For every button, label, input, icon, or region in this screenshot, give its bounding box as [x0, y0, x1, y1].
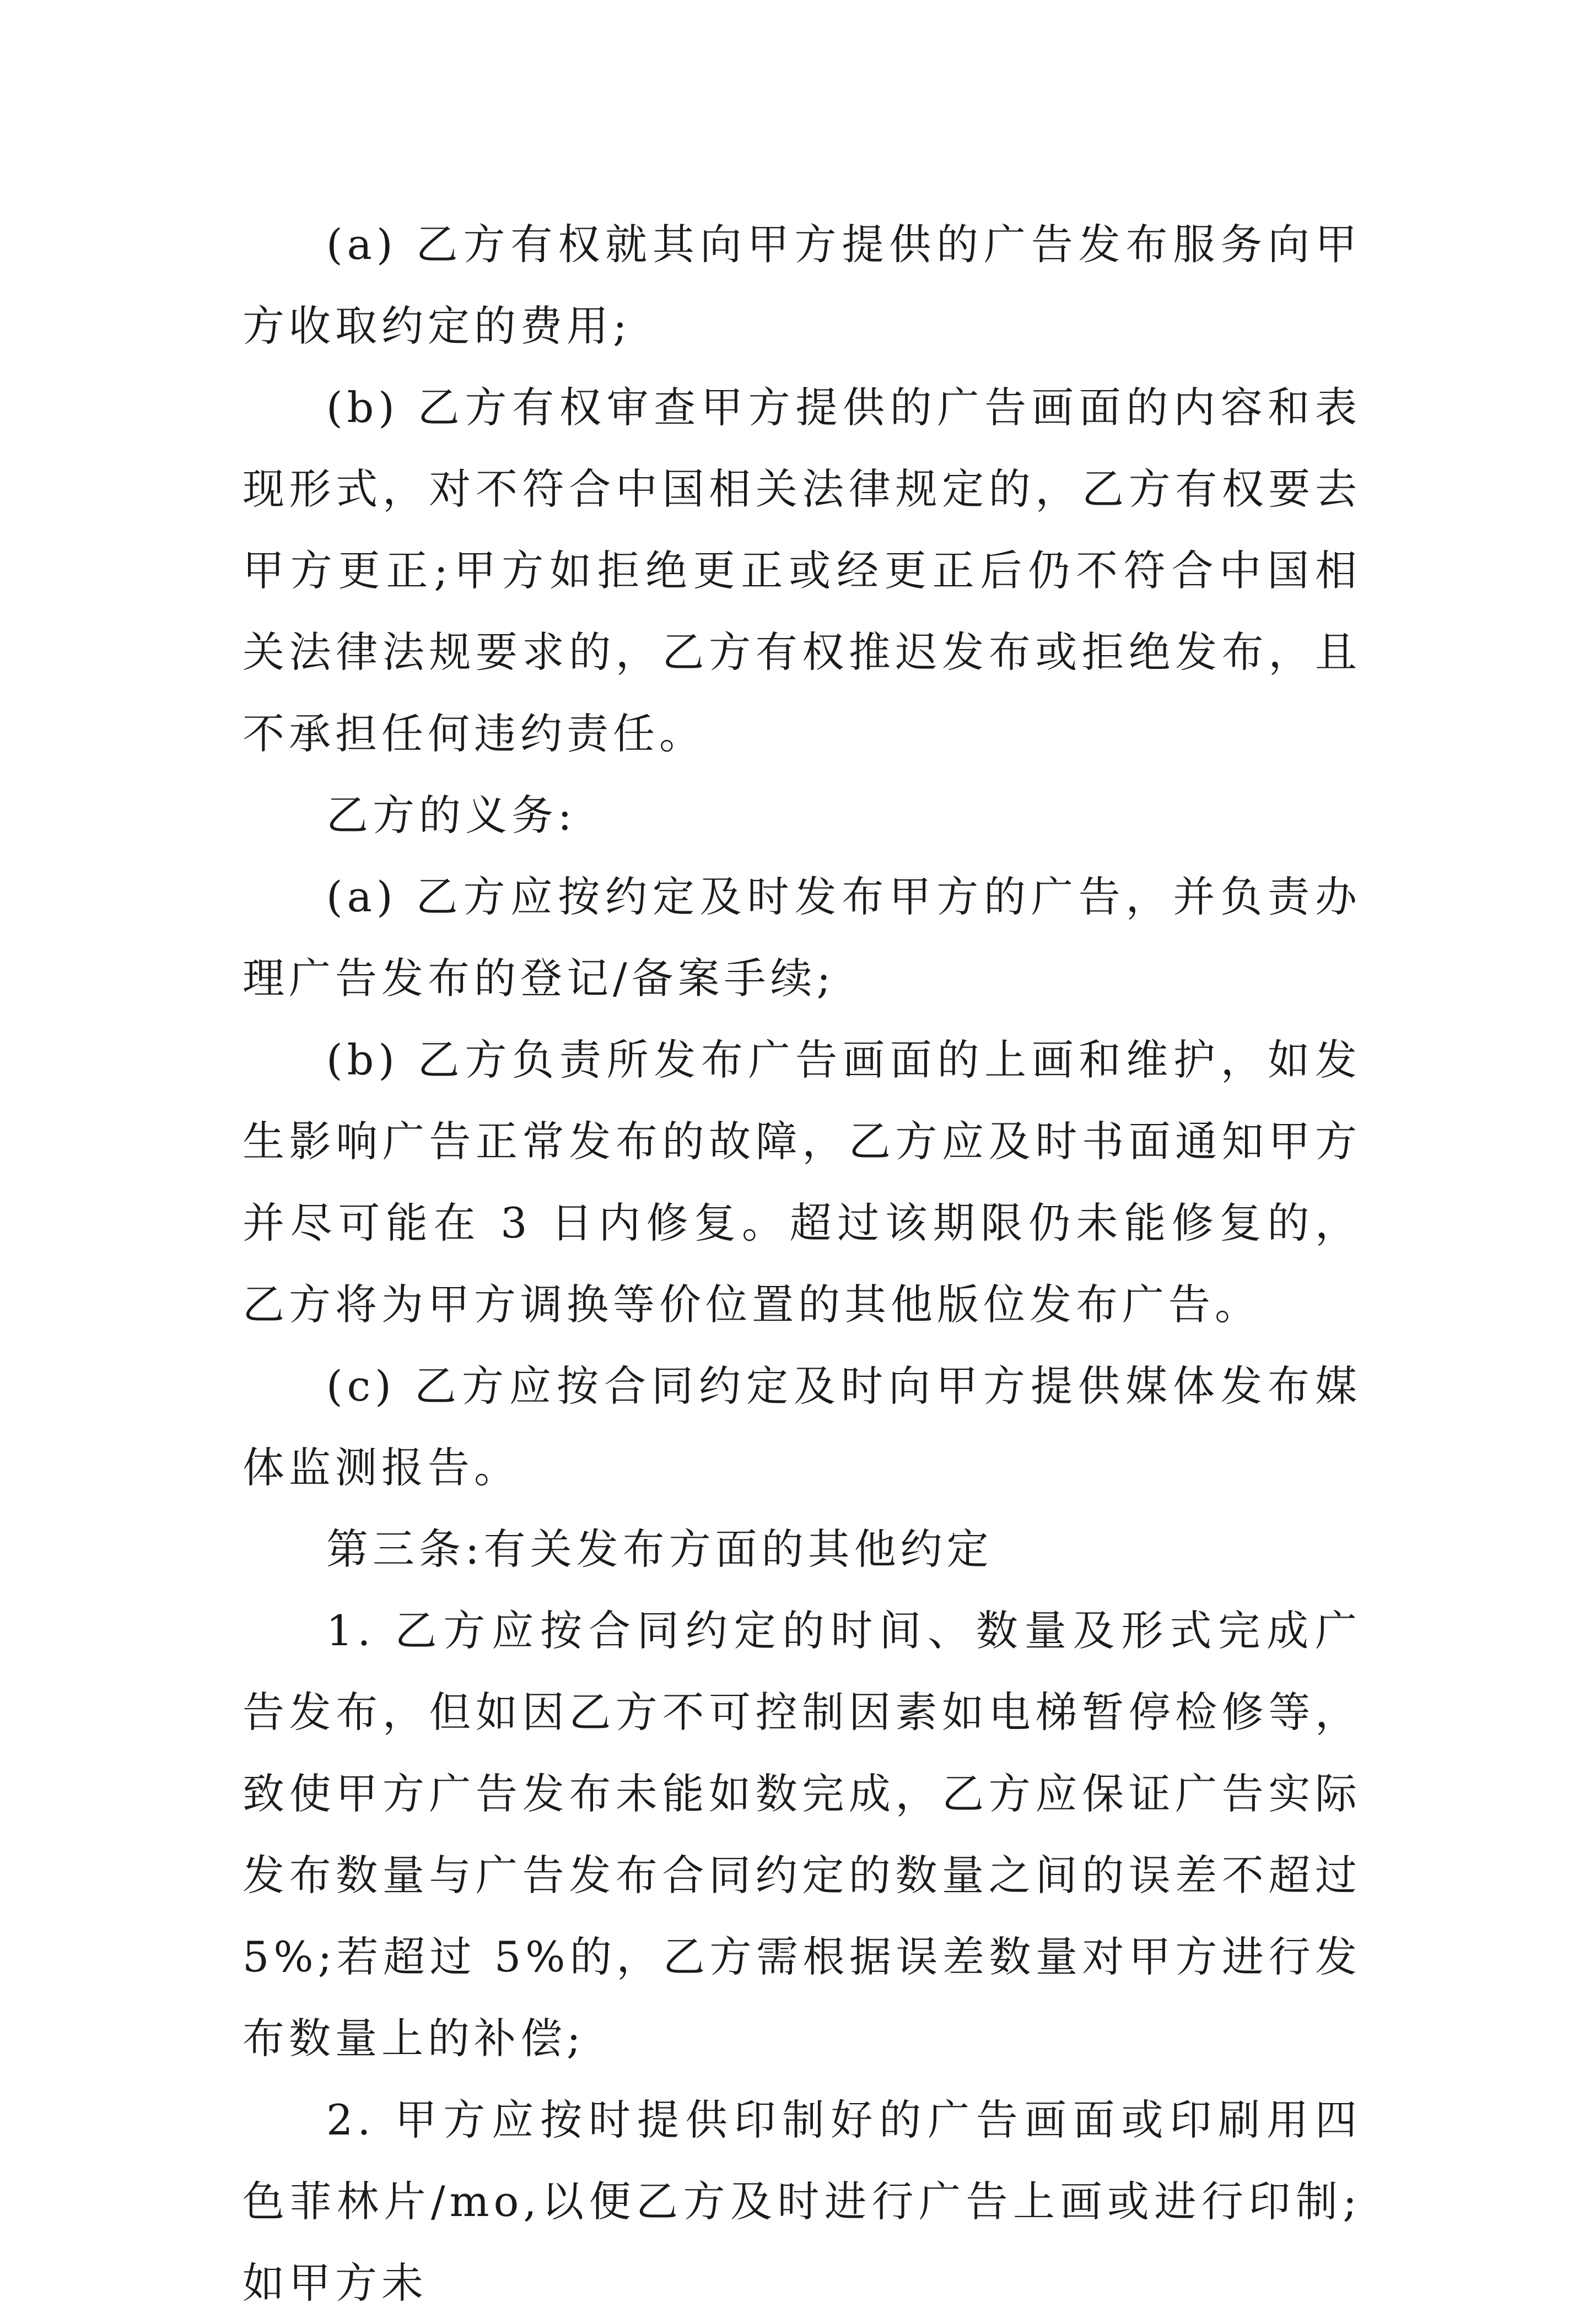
- paragraph-obligation-a: (a) 乙方应按约定及时发布甲方的广告，并负责办理广告发布的登记/备案手续;: [243, 872, 1361, 1003]
- paragraph-right-a: (a) 乙方有权就其向甲方提供的广告发布服务向甲方收取约定的费用;: [243, 220, 1361, 350]
- paragraph-article-three-heading: 第三条:有关发布方面的其他约定: [326, 1525, 993, 1574]
- paragraph-clause-2: 2. 甲方应按时提供印制好的广告画面或印刷用四色菲林片/mo,以便乙方及时进行广告上画或进行印制;如甲方未: [243, 2095, 1361, 2307]
- paragraph-obligation-b: (b) 乙方负责所发布广告画面的上画和维护，如发生影响广告正常发布的故障，乙方应及时书面通知甲方并尽可能在 3 日内修复。超过该期限仍未能修复的，乙方将为甲方调换等价位置的其他版位发布广告。: [243, 1035, 1361, 1329]
- paragraph-right-b: (b) 乙方有权审查甲方提供的广告画面的内容和表现形式，对不符合中国相关法律规定的，乙方有权要去甲方更正;甲方如拒绝更正或经更正后仍不符合中国相关法律法规要求的，乙方有权推迟发布或拒绝发布，且不承担任何违约责任。: [243, 383, 1361, 758]
- document-body: [243, 204, 1361, 2324]
- paragraph-obligation-c: (c) 乙方应按合同约定及时向甲方提供媒体发布媒体监测报告。: [243, 1361, 1361, 1492]
- paragraph-clause-1: 1. 乙方应按合同约定的时间、数量及形式完成广告发布，但如因乙方不可控制因素如电梯暂停检修等，致使甲方广告发布未能如数完成，乙方应保证广告实际发布数量与广告发布合同约定的数量之间的误差不超过 5%;若超过 5%的，乙方需根据误差数量对甲方进行发布数量上的补偿;: [243, 1606, 1361, 2063]
- paragraph-obligations-heading: 乙方的义务:: [326, 791, 576, 840]
